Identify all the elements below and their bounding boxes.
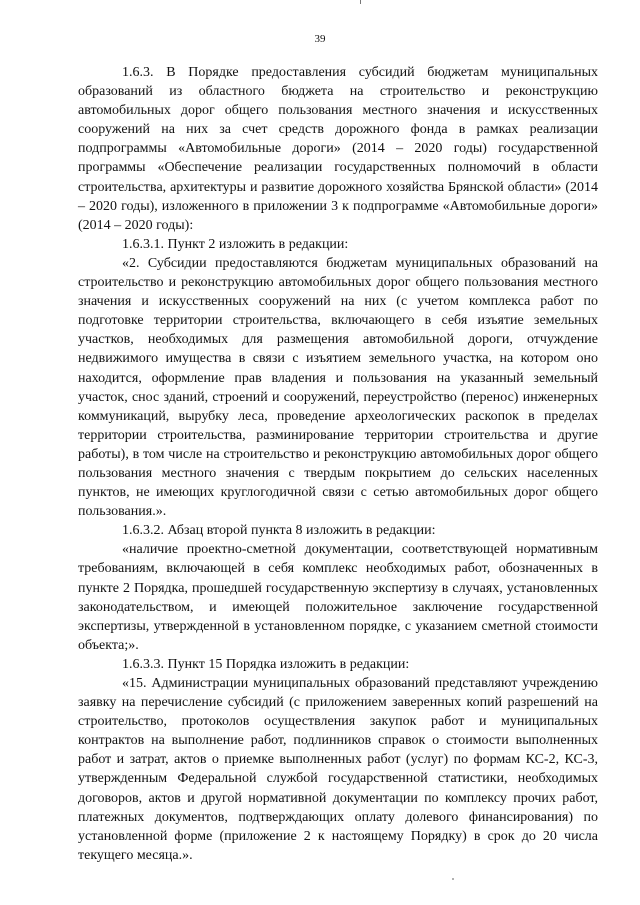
page-number: 39 <box>314 33 326 45</box>
scan-speck <box>452 878 454 880</box>
paragraph-1-6-3-3: 1.6.3.3. Пункт 15 Порядка изложить в редакции: <box>122 656 410 672</box>
paragraph-1-6-3-1: 1.6.3.1. Пункт 2 изложить в редакции: <box>122 236 349 252</box>
paragraph-1-6-3-2: 1.6.3.2. Абзац второй пункта 8 изложить в редакции: <box>122 523 436 539</box>
document-body <box>78 63 598 865</box>
paragraph-point-2-quote: «2. Субсидии предоставляются бюджетам муниципальных образований на строительство и реконструкцию автомобильных дорог общего пользования местного значения и искусственных сооружений на них (с учетом комплекса работ по подготовке территории строительства, включающего в себя изъятие земельных участков, необходимых для размещения автомобильной дороги, отчуждение недвижимого имущества в связи с изъятием земельного участка, на котором оно находится, оформление прав владения и пользования на указанный земельный участок, снос зданий, строений и сооружений, переустройство (перенос) инженерных коммуникаций, вырубку леса, проведение археологических раскопок в пределах территории строительства, разминирование территории строительства и другие работы), в том числе на строительство и реконструкцию автомобильных дорог общего пользования местного значения с твердым покрытием до сельских населенных пунктов, не имеющих круглогодичной связи с сетью автомобильных дорог общего пользования.». <box>78 255 598 520</box>
scan-mark <box>360 0 361 4</box>
paragraph-1-6-3: 1.6.3. В Порядке предоставления субсидий бюджетам муниципальных образований из областного бюджета на строительство и реконструкцию автомобильных дорог общего пользования местного значения и искусственных сооружений на них за счет средств дорожного фонда в рамках реализации подпрограммы «Автомобильные дороги» (2014 – 2020 годы) государственной программы «Обеспечение реализации государственных полномочий в области строительства, архитектуры и развитие дорожного хозяйства Брянской области» (2014 – 2020 годы), изложенного в приложении 3 к подпрограмме «Автомобильные дороги» (2014 – 2020 годы): <box>78 65 598 233</box>
paragraph-point-15-quote: «15. Администрации муниципальных образований представляют учреждению заявку на перечисление субсидий (с приложением заверенных копий разрешений на строительство, протоколов осуществления закупок работ и муниципальных контрактов на выполнение работ, подлинников справок о стоимости выполненных работ и затрат, актов о приемке выполненных работ (услуг) по формам КС-2, КС-3, утвержденным Федеральной службой государственной статистики, необходимых договоров, актов и другой нормативной документации по комплексу прочих работ, платежных документов, подтверждающих оплату долевого финансирования) по установленной форме (приложение 2 к настоящему Порядку) в срок до 20 числа текущего месяца.». <box>78 676 598 863</box>
paragraph-point-8-quote: «наличие проектно-сметной документации, соответствующей нормативным требованиям, включающей в себя комплекс необходимых работ, обозначенных в пункте 2 Порядка, прошедшей государственную экспертизу в случаях, установленных законодательством, и имеющей положительное заключение государственной экспертизы, утвержденной в установленном порядке, с указанием сметной стоимости объекта;». <box>78 542 598 653</box>
